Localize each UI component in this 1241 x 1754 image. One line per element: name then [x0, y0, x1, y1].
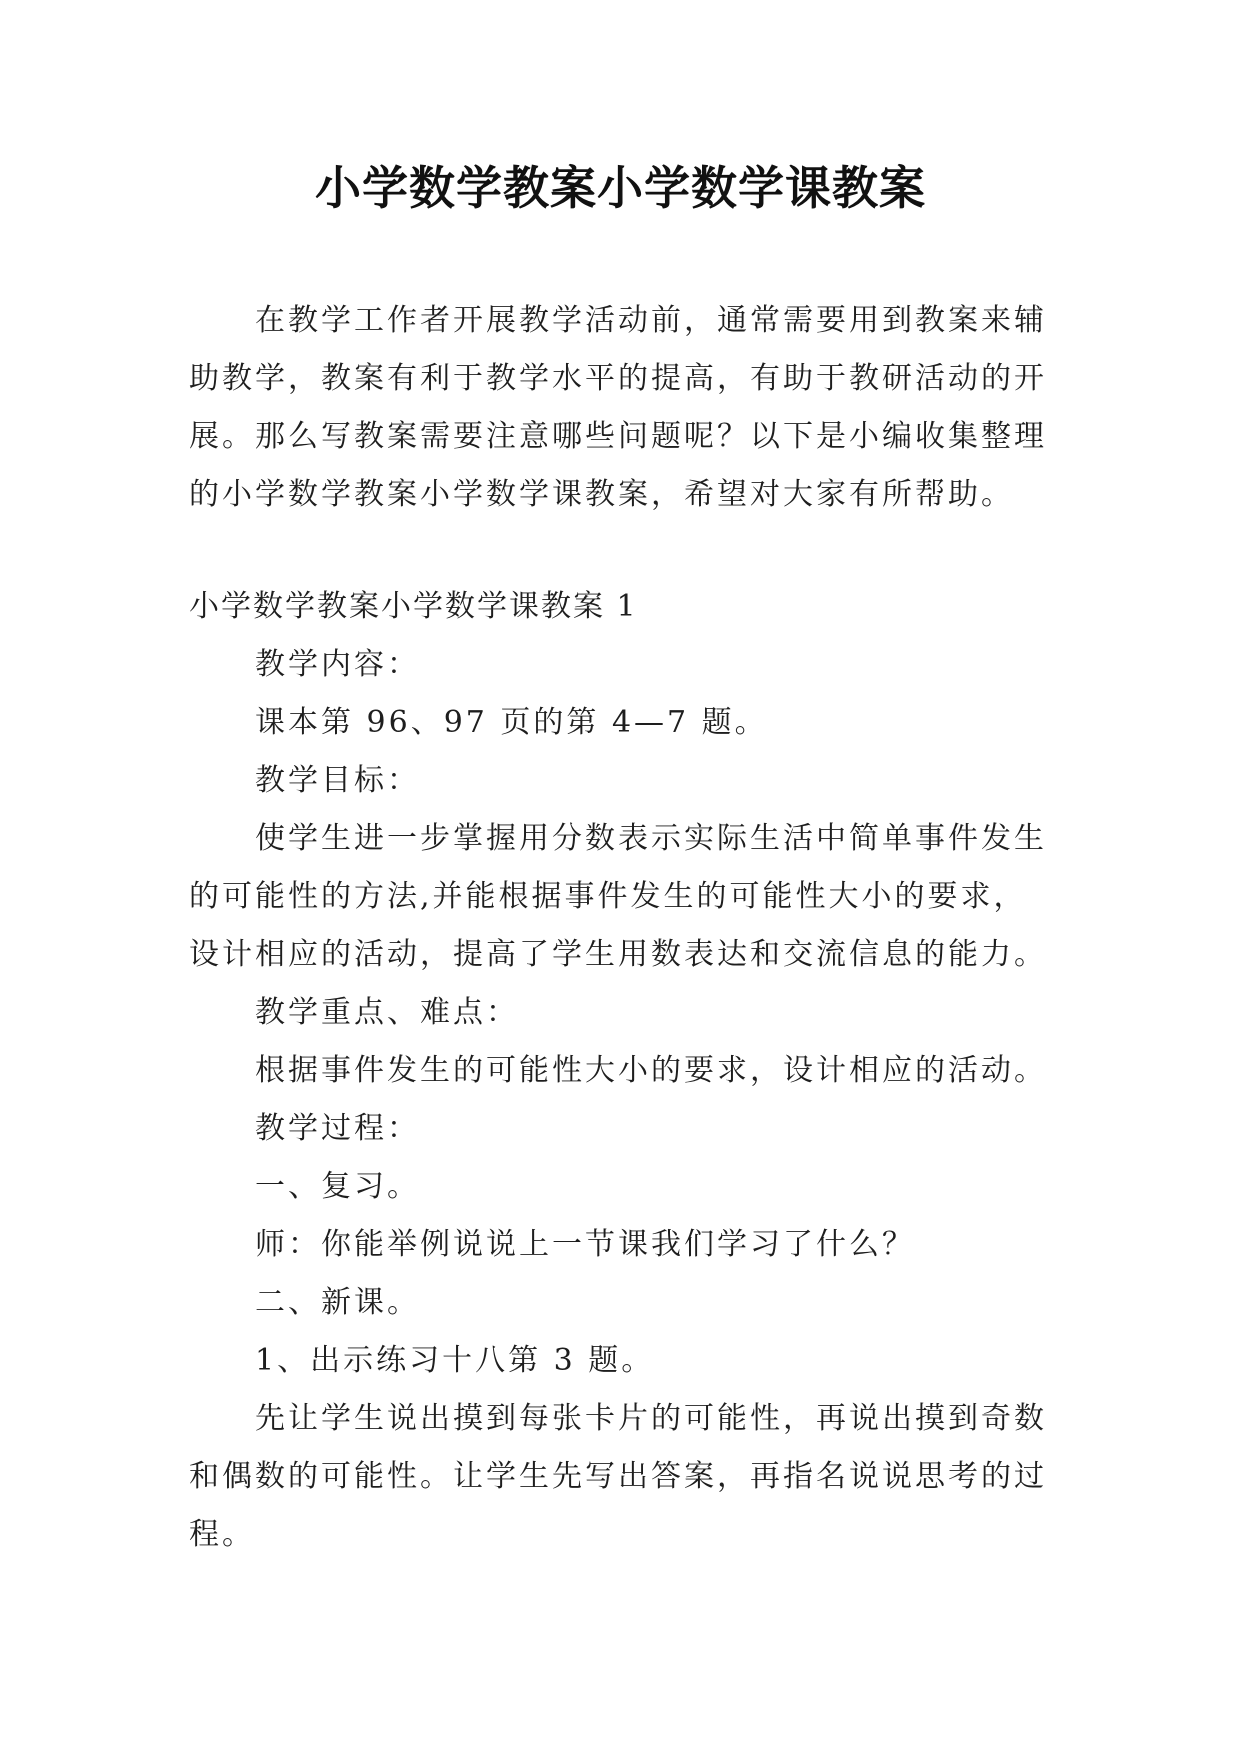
goal-paragraph: 使学生进一步掌握用分数表示实际生活中简单事件发生的可能性的方法,并能根据事件发生的可能性大小的要求，设计相应的活动，提高了学生用数表达和交流信息的能力。	[189, 821, 1047, 972]
key-value: 根据事件发生的可能性大小的要求，设计相应的活动。	[255, 1053, 1047, 1088]
section-heading: 小学数学教案小学数学课教案 1	[189, 589, 638, 624]
goal-label: 教学目标：	[255, 763, 420, 798]
intro-paragraph: 在教学工作者开展教学活动前，通常需要用到教案来辅助教学，教案有利于教学水平的提高，有助于教研活动的开展。那么写教案需要注意哪些问题呢？以下是小编收集整理的小学数学教案小学数学课教案，希望对大家有所帮助。	[189, 303, 1047, 512]
step-two: 二、新课。	[255, 1285, 420, 1320]
key-label: 教学重点、难点：	[255, 995, 519, 1030]
exercise-line: 1、出示练习十八第 3 题。	[255, 1343, 655, 1378]
teacher-question: 师：你能举例说说上一节课我们学习了什么？	[255, 1227, 915, 1262]
process-label: 教学过程：	[255, 1111, 420, 1146]
content-label: 教学内容：	[255, 647, 420, 682]
exercise-paragraph: 先让学生说出摸到每张卡片的可能性，再说出摸到奇数和偶数的可能性。让学生先写出答案，再指名说说思考的过程。	[189, 1401, 1047, 1552]
content-value: 课本第 96、97 页的第 4—7 题。	[255, 705, 768, 740]
document-title: 小学数学教案小学数学课教案	[315, 161, 926, 215]
step-one: 一、复习。	[255, 1169, 420, 1204]
lesson-section	[189, 578, 1049, 1564]
